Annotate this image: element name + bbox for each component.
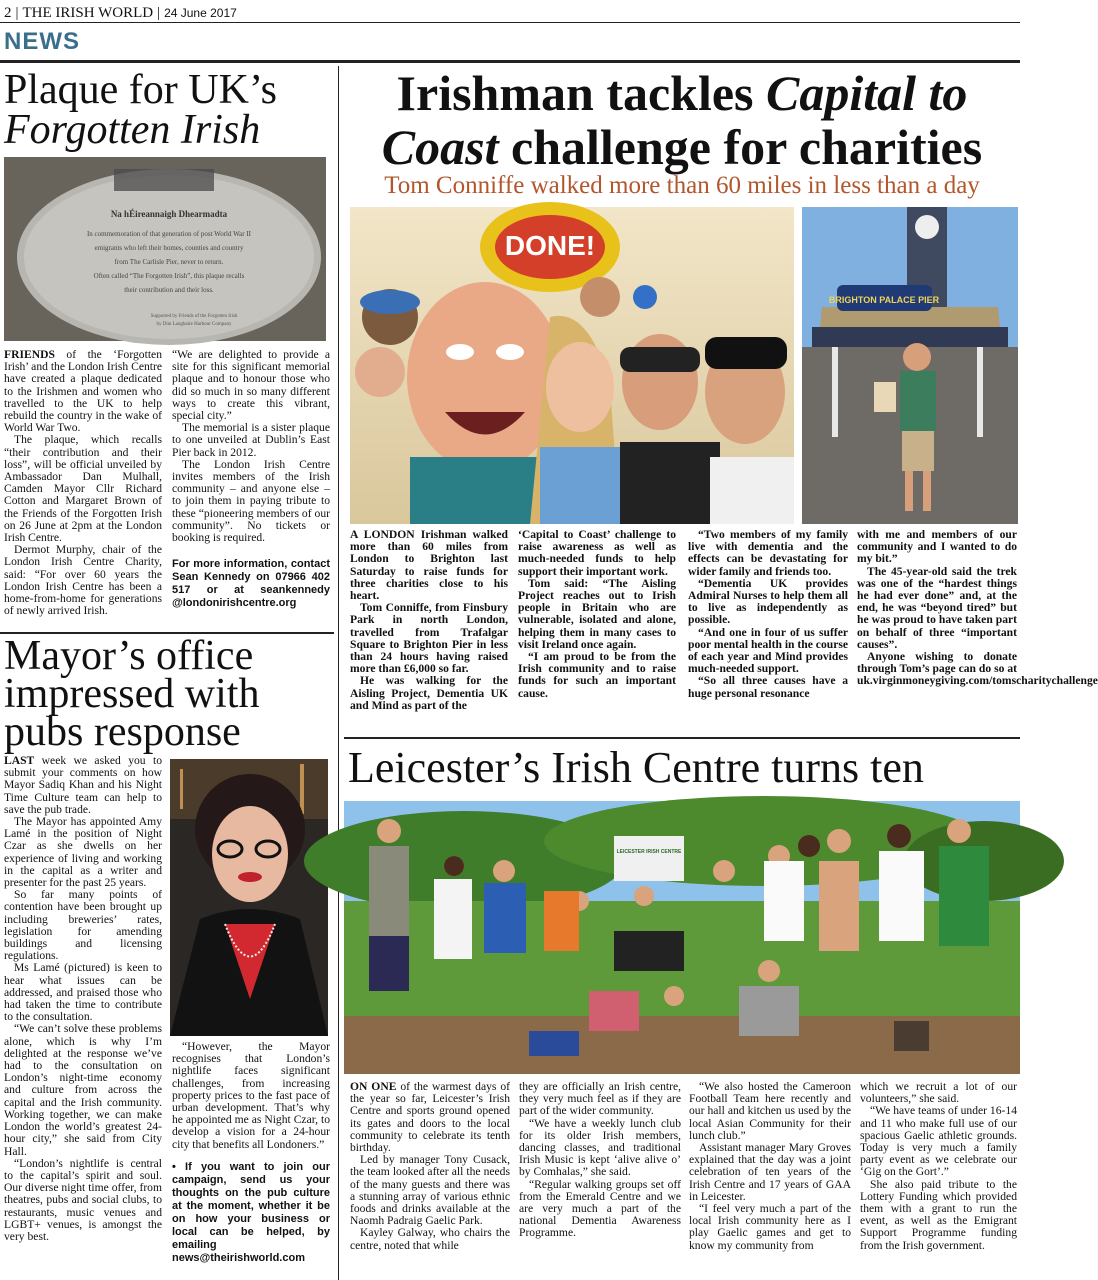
- capital-body-col2: ‘Capital to Coast’ challenge to raise awareness as well as much-needed funds to help support their important work. Tom said: “The Aisling Project reaches out to Irish people in Britain who are vulnerable, isolated and alone, helping them in many cases to visit Ireland once again. “I am proud to be from the Irish community and to raise funds for such an important cause.: [518, 528, 676, 700]
- centre-banner-text: LEICESTER IRISH CENTRE: [616, 849, 682, 855]
- plaque-body-col1: FRIENDS of the ‘Forgotten Irish’ and the London Irish Centre have created a plaque dedicated to the Irishmen and women who travelled to the UK to help rebuild the country in the wake of World War Two. The plaque, which recalls “their contribution and their loss”, will be official unveiled by Ambassador Dan Mulhall, Camden Mayor Cllr Richard Cotton and Margaret Brown of the Friends of the Forgotten Irish on 26 June at 2pm at the London Irish Centre. Dermot Murphy, chair of the London Irish Centre Charity, said: “For over 60 years the London Irish Centre has been a home-from-home for generations of newly arrived Irish.: [4, 348, 162, 618]
- plaque-inscription-line2: emigrants who left their homes, counties and country: [94, 244, 244, 252]
- plaque-inscription-title: Na hÉireannaigh Dhearmadta: [110, 209, 228, 219]
- plaque-lead-word: FRIENDS: [4, 348, 55, 361]
- leicester-headline: Leicester’s Irish Centre turns ten: [348, 743, 924, 792]
- plaque-inscription-line7: by Dún Laoghaire Harbour Company: [156, 322, 232, 327]
- capital-body-col4: with me and members of our community and I wanted to do my bit.” The 45-year-old said the trek was one of the “hardest things he had ever done” and, at the end, he was “beyond tired” but he was proud to have taken part on behalf of three “important causes”. Anyone wishing to donate through Tom’s page can do so at uk.virginmoneygiving.com/tomscharitychallenge: [857, 528, 1098, 688]
- section-rule: [0, 60, 1020, 63]
- plaque-inscription-line4: Often called “The Forgotten Irish”, this plaque recalls: [93, 272, 245, 280]
- leicester-body-col1: ON ONE of the warmest days of the year so far, Leicester’s Irish Centre and sports ground opened its gates and doors to the local community to celebrate its tenth birthday. Led by manager Tony Cusack, the team looked after all the needs of the many guests and there was a stunning array of various ethnic foods and drinks available at the Naomh Padraig Gaelic Park. Kayley Galway, who chairs the centre, noted that while: [350, 1080, 511, 1252]
- column-divider: [338, 66, 339, 1280]
- leicester-body-col4: which we recruit a lot of our volunteers,” she said. “We have teams of under 16-14 and 11 who make full use of our spacious Gaelic athletic grounds. Today is very much a family party event as we celebrate our ‘Gig on the Gort’.” She also paid tribute to the Lottery Funding which provided them with a grant to run the event, as well as the Emigrant Support Programme funding from the Irish government.: [860, 1080, 1017, 1252]
- mayor-body-col2: “However, the Mayor recognises that London’s nightlife faces significant challenges, from increasing property prices to the fast pace of urban development. That’s why he appointed me as Night Czar, to develop a vision for a 24-hour city that benefits all Londoners.” • If you want to join our campaign, send us your thoughts on the pub culture at the moment, whether it be on how your business or local can be helped, by emailing news@theirishworld.com: [172, 1040, 330, 1264]
- page-number: 2: [4, 5, 12, 21]
- publication-name: THE IRISH WORLD: [22, 5, 154, 21]
- amy-lame-photo: [170, 759, 328, 1036]
- balloon-text: DONE!: [504, 230, 596, 261]
- plaque-inscription-line3: from The Carlisle Pier, never to return.: [114, 258, 224, 266]
- campaign-callout: • If you want to join our campaign, send us your thoughts on the pub culture at the moment, whether it be on how your business or local can be helped, by emailing news@theirishworld.com: [172, 1160, 330, 1264]
- plaque-photo: [4, 157, 326, 341]
- leicester-body-col2: they are officially an Irish centre, they very much feel as if they are part of the wider community. “We have a weekly lunch club for its older Irish members, dancing classes, and traditional Irish Music is kept ‘alive alive o’ by Comhalas,” she said. “Regular walking groups set off from the Emerald Centre and we are very much a part of the national Dementia Awareness Programme.: [519, 1080, 681, 1240]
- leicester-group-photo: [344, 801, 1020, 1074]
- brighton-pier-photo: [802, 207, 1018, 524]
- plaque-headline: [4, 67, 334, 153]
- capital-body-col3: “Two members of my family live with dementia and the effects can be devastating for wider family and friends too. “Dementia UK provides Admiral Nurses to help them all to live as independently as possible. “And one in four of us suffer poor mental health in the course of each year and Mind provides much-needed support. “So all three causes have a huge personal resonance: [688, 528, 848, 700]
- capital-body-col1: A LONDON Irishman walked more than 60 miles from London to Brighton last Saturday to raise funds for three charities close to his heart. Tom Conniffe, from Finsbury Park in north London, travelled from Trafalgar Square to Brighton Pier in less than 24 hours having raised more than £6,000 so far. He was walking for the Aisling Project, Dementia UK and Mind as part of the: [350, 528, 508, 712]
- capital-headline: Irishman tackles Capital to Coast challenge for charities: [381, 65, 983, 175]
- plaque-inscription-line1: In commemoration of that generation of post World War II: [86, 230, 252, 238]
- page-header: 2 | THE IRISH WORLD | 24 June 2017: [4, 5, 237, 21]
- right-story-divider: [344, 737, 1020, 739]
- plaque-headline-line2: Forgotten Irish: [4, 107, 261, 153]
- issue-date: 24 June 2017: [164, 6, 237, 20]
- selfie-photo: [350, 207, 794, 524]
- plaque-body-col2: “We are delighted to provide a site for this significant memorial plaque and to honour those who did so much in so many different ways to create this vibrant, special city.” The memorial is a sister plaque to one unveiled at Dublin’s East Pier back in 2012. The London Irish Centre invites members of the Irish community – and anyone else – to join them in paying tribute to these “pioneering members of our community”. No tickets or booking is required. For more information, contact Sean Kennedy on 07966 402 517 or at seankennedy @londonirishcentre.org: [172, 348, 330, 610]
- plaque-contact-info: For more information, contact Sean Kennedy on 07966 402 517 or at seankennedy @londonirishcentre.org: [172, 558, 330, 610]
- pier-sign-text: BRIGHTON PALACE PIER: [828, 295, 940, 305]
- mayor-body-col1: LAST week we asked you to submit your comments on how Mayor Sadiq Khan and his Night Time Culture team can help to save the pub trade. The Mayor has appointed Amy Lamé in the position of Night Czar as she dwells on her experience of living and working in the capital as a writer and presenter for the past 25 years. So far many points of contention have been brought up including breweries’ rates, legislation for amending buildings and licensing regulations. Ms Lamé (pictured) is keen to hear what issues can be addressed, and praised those who had taken the time to contribute to the consultation. “We can’t solve these problems alone, which is why I’m delighted at the response we’ve had to the consultation on London’s night-time economy and culture from across the capital and the Irish community. Working together, we can make London the world’s greatest 24-hour city,” she said from City Hall. “London’s nightlife is central to the capital’s spirit and soul. Our diverse night time offer, from theatres, pubs and social clubs, to restaurants, music venues and LGBT+ venues, is amongst the very best.: [4, 754, 162, 1243]
- header-rule: [0, 22, 1020, 23]
- section-label: NEWS: [4, 28, 80, 55]
- leicester-body-col3: “We also hosted the Cameroon Football Team here recently and our hall and kitchen us used by the local Asian Community for their lunch club.” Assistant manager Mary Groves explained that the day was a joint celebration of ten years of the Irish Centre and 17 years of GAA in Leicester. “I feel very much a part of the local Irish community here as I play Gaelic games and get to know my community from: [689, 1080, 851, 1252]
- plaque-inscription-line6: Supported by Friends of the Forgotten Irish: [150, 314, 238, 319]
- plaque-inscription-line5: their contribution and their loss.: [124, 286, 214, 294]
- plaque-headline-line1: Plaque for UK’s: [4, 67, 277, 113]
- capital-subheadline: Tom Conniffe walked more than 60 miles in less than a day: [384, 172, 980, 199]
- mayor-headline: Mayor’s office impressed with pubs response: [4, 633, 260, 755]
